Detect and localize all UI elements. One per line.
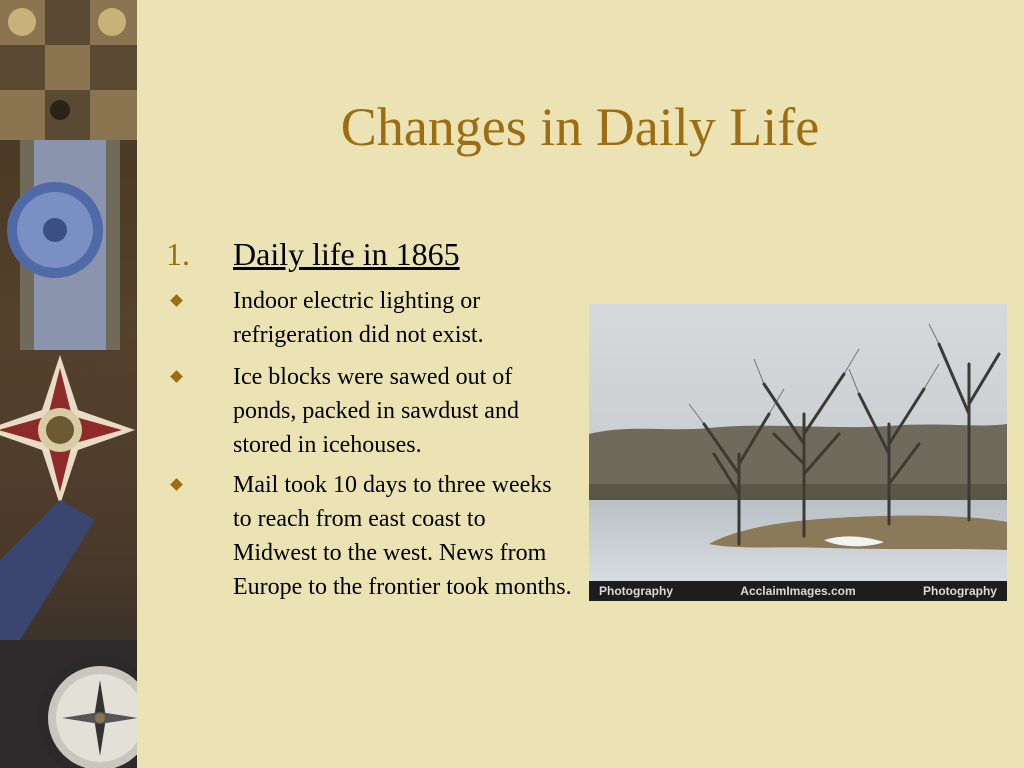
- slide-title: Changes in Daily Life: [340, 97, 820, 157]
- winter-pond-photo: [589, 304, 1007, 601]
- watermark-center: AcclaimImages.com: [740, 584, 856, 598]
- list-heading: Daily life in 1865: [233, 236, 460, 272]
- medal-compass-illustration: [0, 0, 137, 768]
- bullet-diamond-icon: [170, 294, 183, 307]
- bullet-item: Mail took 10 days to three weeks to reach from east coast to Midwest to the west. News from Europe to the frontier took months.: [233, 472, 572, 600]
- decorative-medal-strip: [0, 0, 137, 768]
- list-number: 1.: [166, 236, 190, 272]
- bullet-diamond-icon: [170, 370, 183, 383]
- winter-pond-illustration: [589, 304, 1007, 601]
- bullet-item: Ice blocks were sawed out of ponds, packed in sawdust and stored in icehouses.: [233, 364, 519, 458]
- bullet-item: Indoor electric lighting or refrigeration did not exist.: [233, 288, 484, 348]
- watermark-left: Photography: [599, 584, 673, 598]
- photo-watermark-bar: [589, 581, 1007, 601]
- watermark-right: Photography: [922, 584, 997, 598]
- bullet-diamond-icon: [170, 478, 183, 491]
